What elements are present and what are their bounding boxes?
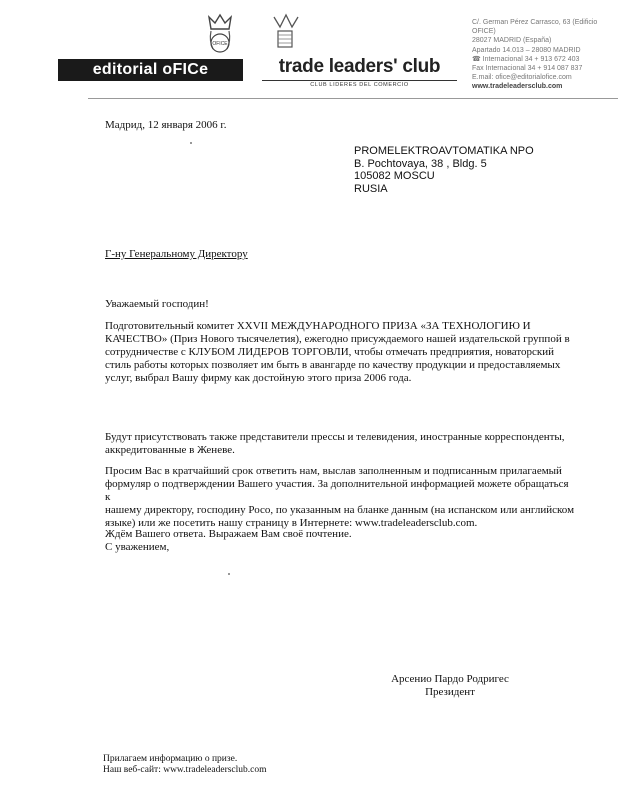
- website-link[interactable]: www.tradeleadersclub.com: [472, 83, 563, 91]
- letter-date: Мадрид, 12 января 2006 г.: [105, 119, 227, 131]
- recipient-line: 105082 MOSCU: [354, 170, 435, 183]
- recipient-line: RUSIA: [354, 182, 388, 195]
- scan-speck: [190, 142, 192, 144]
- logo-divider: [262, 80, 457, 81]
- text-line: языке) или же посетить нашу страницу в Интернете: www.tradeleadersclub.com.: [105, 517, 478, 529]
- text-line: С уважением,: [105, 541, 170, 553]
- text-line: аккредитованные в Женеве.: [105, 444, 235, 456]
- paragraph-request: [105, 465, 575, 530]
- recipient-address: [354, 145, 534, 195]
- editorial-ofice-wordmark: editorial oFICe: [58, 59, 243, 81]
- company-address: [472, 18, 622, 92]
- paragraph-award: [105, 320, 575, 385]
- address-line: E.mail: ofice@editorialofice.com: [472, 74, 572, 82]
- trade-leaders-club-wordmark: trade leaders' club: [278, 56, 441, 77]
- club-crest-icon: [268, 13, 304, 53]
- footer-line: Прилагаем информацию о призе.: [103, 754, 238, 764]
- signature-name: Арсенио Пардо Родригес: [391, 673, 509, 685]
- footer-note: [103, 754, 267, 776]
- svg-text:OFICE: OFICE: [212, 41, 228, 47]
- closing: [105, 528, 575, 554]
- address-line: ☎ Internacional 34 + 913 672 403: [472, 55, 580, 63]
- addressee-line: Г-ну Генеральному Директору: [105, 248, 248, 260]
- text-line: Подготовительный комитет XXVII МЕЖДУНАРОДНОГО ПРИЗА «ЗА ТЕХНОЛОГИЮ И: [105, 320, 531, 332]
- recipient-line: B. Pochtovaya, 38 , Bldg. 5: [354, 157, 487, 170]
- text-line: формуляр о подтверждении Вашего участия. За дополнительной информацией можете обращаться к: [105, 478, 569, 503]
- text-line: сотрудничестве с КЛУБОМ ЛИДЕРОВ ТОРГОВЛИ, чтобы отмечать предприятия, новаторский: [105, 346, 555, 358]
- address-line: C/. German Pérez Carrasco, 63 (Edificio OFICE): [472, 19, 598, 36]
- text-line: Ждём Вашего ответа. Выражаем Вам своё почтение.: [105, 528, 352, 540]
- text-line: Просим Вас в кратчайший срок ответить нам, выслав заполненным и подписанным прилагаемый: [105, 465, 562, 477]
- header-rule: [88, 98, 618, 99]
- text-line: стиль работы которых позволяет им быть в авангарде по качеству продукции и предоставляемых: [105, 359, 561, 371]
- greeting: Уважаемый господин!: [105, 298, 209, 310]
- text-line: услуг, выбрал Вашу фирму как достойную этого приза 2006 года.: [105, 372, 412, 384]
- text-line: нашему директору, господину Росо, по указанным на бланке данным (на испанском или английском: [105, 504, 575, 516]
- address-line: Apartado 14.013 – 28080 MADRID: [472, 46, 581, 54]
- recipient-line: PROMELEKTROAVTOMATIKA NPO: [354, 145, 534, 157]
- signature-block: [350, 673, 550, 699]
- signature-title: Президент: [425, 686, 475, 698]
- footer-line: Наш веб-сайт: www.tradeleadersclub.com: [103, 765, 267, 775]
- address-line: 28027 MADRID (España): [472, 37, 552, 45]
- trade-leaders-club-logo: [262, 13, 457, 89]
- scan-speck: [228, 573, 230, 575]
- ofice-crest-icon: [197, 13, 243, 57]
- text-line: Будут присутствовать также представители прессы и телевидения, иностранные корреспонденты,: [105, 431, 565, 443]
- text-line: КАЧЕСТВО» (Приз Нового тысячелетия), ежегодно присуждаемого нашей издательской группой в: [105, 333, 570, 345]
- club-subtitle: CLUB LIDERES DEL COMERCIO: [310, 82, 409, 88]
- paragraph-press: [105, 431, 575, 457]
- editorial-ofice-logo: [58, 13, 243, 79]
- address-line: Fax Internacional 34 + 914 087 837: [472, 65, 583, 73]
